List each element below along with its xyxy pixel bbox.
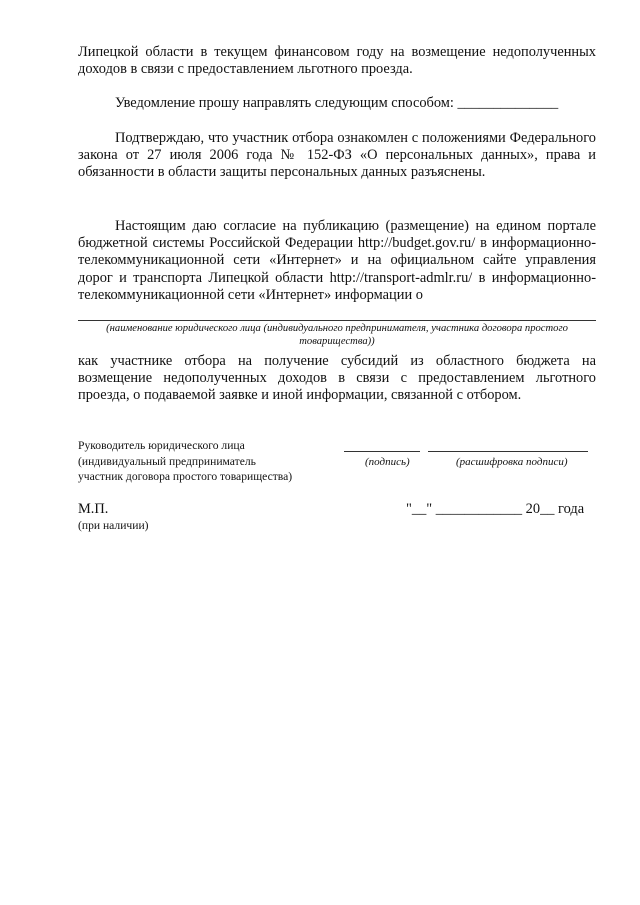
paragraph-publication-consent: Настоящим даю согласие на публикацию (размещение) на едином портале бюджетной системы Российской Федерации http://budget.gov.ru/ в информационно-телекоммуникационной сети «Интернет» и на официальном сайте управления дорог и транспорта Липецкой области http://transport-admlr.ru/ в информационно-телекоммуникационной сети «Интернет» информации о — [78, 218, 596, 303]
paragraph-notice-method: Уведомление прошу направлять следующим способом: ______________ — [115, 95, 559, 111]
stamp-label: М.П. — [78, 501, 109, 517]
paragraph-continuation: как участнике отбора на получение субсидий из областного бюджета на возмещение недополученных доходов в связи с предоставлением льготного проезда, о подаваемой заявке и иной информации, связанной с отбором. — [78, 353, 596, 404]
signature-decoding-caption: (расшифровка подписи) — [456, 456, 568, 468]
entity-name-field-line — [78, 320, 596, 321]
paragraph-intro: Липецкой области в текущем финансовом году на возмещение недополученных доходов в связи с предоставлением льготного проезда. — [78, 44, 596, 78]
date-field: "__" ____________ 20__ года — [406, 501, 585, 517]
signatory-role-line3: участник договора простого товарищества) — [78, 470, 293, 483]
stamp-note: (при наличии) — [78, 519, 149, 532]
paragraph-personal-data-confirmation: Подтверждаю, что участник отбора ознакомлен с положениями Федерального закона от 27 июля 2006 года № 152-ФЗ «О персональных данных», права и обязанности в области защиты персональных данных разъяснены. — [78, 130, 596, 181]
signatory-role-line2: (индивидуальный предприниматель — [78, 455, 256, 468]
signature-line — [344, 451, 420, 452]
signatory-role-line1: Руководитель юридического лица — [78, 439, 245, 452]
signature-decoding-line — [428, 451, 588, 452]
entity-name-field-caption: (наименование юридического лица (индивидуального предпринимателя, участника договора простого товарищества)) — [106, 323, 568, 347]
signature-caption: (подпись) — [365, 456, 410, 468]
